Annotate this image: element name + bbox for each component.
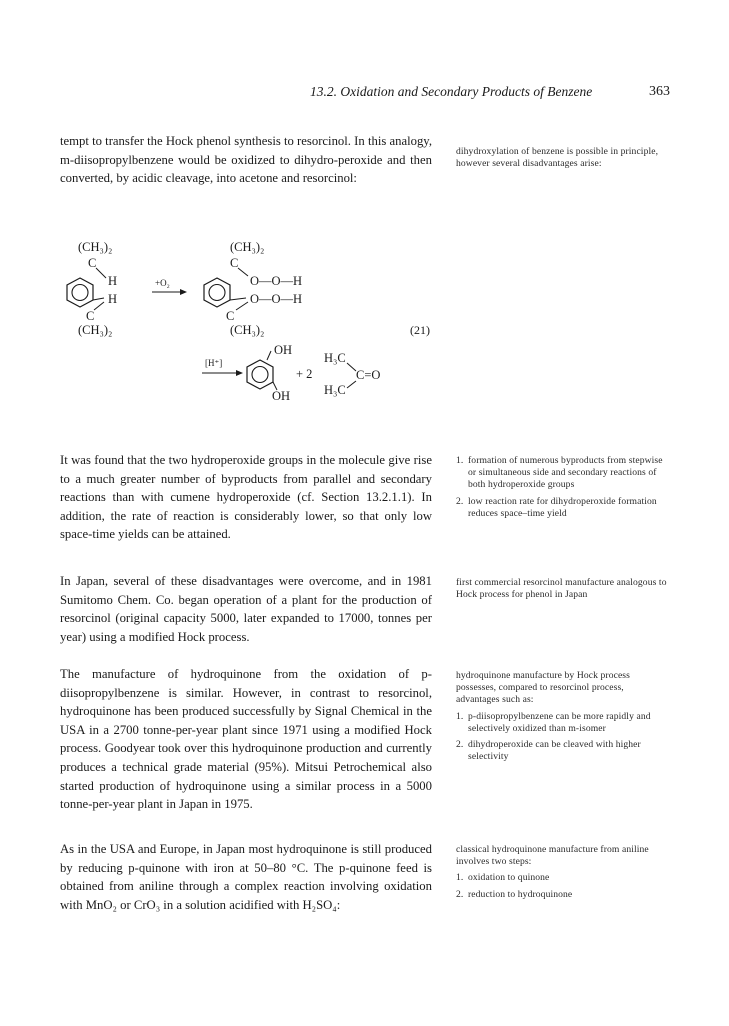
side-note-1-text: dihydroxylation of benzene is possible in principle, however several disadvantages arise: xyxy=(456,146,659,170)
side-note-4-intro: hydroquinone manufacture by Hock process possesses, compared to resorcinol process, advantages such as: xyxy=(456,670,630,706)
reaction-scheme-21 xyxy=(60,238,470,416)
paragraph-2: It was found that the two hydroperoxide groups in the molecule give rise to a much greater number of byproducts from parallel and secondary reactions than with cumene hydroperoxide (cf. Section 13.2.1.1). In addition, the rate of reaction is considerably lower, so that only low space-time yields can be attained. xyxy=(60,453,432,542)
running-title: 13.2. Oxidation and Secondary Products of Benzene xyxy=(310,84,593,99)
side-note-3-text: first commercial resorcinol manufacture analogous to Hock process for phenol in Japan xyxy=(456,577,667,601)
scheme-label-c-left: C xyxy=(88,256,97,270)
side-note-5-list xyxy=(456,872,668,900)
scheme-label-ch3-bottom-left: (CH₃)₂ xyxy=(78,323,113,337)
scheme-label-plus-two: + 2 xyxy=(296,367,313,381)
paragraph-3: In Japan, several of these disadvantages were overcome, and in 1981 Sumitomo Chem. Co. began operation of a plant for the production of resorcinol (original capacity 5000, later expanded to 17000, tonnes per year) using a modified Hock process. xyxy=(60,574,432,644)
list-item: 2. reduction to hydroquinone xyxy=(456,888,573,900)
scheme-label-c-mid: C xyxy=(230,256,239,270)
scheme-label-h-1: H xyxy=(108,274,118,288)
scheme-label-catalyst: [H⁺] xyxy=(205,358,223,368)
dihydroperoxide-structure xyxy=(204,240,302,337)
page-number: 363 xyxy=(649,84,670,99)
side-note-5 xyxy=(456,844,668,905)
scheme-label-oh-top: OH xyxy=(274,343,293,357)
scheme-label-c-mid-2: C xyxy=(226,309,235,323)
oxidation-arrow xyxy=(152,278,187,295)
side-note-1 xyxy=(456,146,668,170)
scheme-label-ch3-top-mid: (CH₃)₂ xyxy=(230,240,265,254)
side-note-4-list xyxy=(456,711,668,764)
side-note-2-list xyxy=(456,455,668,520)
paragraph-5: As in the USA and Europe, in Japan most hydroquinone is still produced by reducing p-quinone with iron at 50–80 °C. The p-quinone feed is obtained from aniline through a complex reaction involving oxidation with MnO₂ or CrO₃ in a solution acidified with H₂SO₄: xyxy=(60,842,432,912)
list-item: 1. formation of numerous byproducts from stepwise or simultaneous side and secondary reactions of both hydroperoxide groups xyxy=(456,455,663,491)
side-note-2 xyxy=(456,451,668,524)
acid-cleavage-arrow xyxy=(202,358,243,376)
scheme-label-h3c-top: H₃C xyxy=(324,351,346,365)
list-item: 2. low reaction rate for dihydroperoxide formation reduces space–time yield xyxy=(456,495,657,519)
side-note-4 xyxy=(456,670,668,767)
scheme-label-ooh-1: O—O—H xyxy=(250,274,303,288)
running-header xyxy=(290,84,670,104)
scheme-label-c-left-2: C xyxy=(86,309,95,323)
paragraph-1: tempt to transfer the Hock phenol synthesis to resorcinol. In this analogy, m-diisopropylbenzene would be oxidized to dihydro-peroxide and then converted, by acidic cleavage, into acetone and resorcinol: xyxy=(60,134,432,186)
equation-number: (21) xyxy=(410,323,430,337)
scheme-label-c-eq-o: C=O xyxy=(356,368,381,382)
benzene-ring-1 xyxy=(67,278,93,307)
scheme-label-h3c-bottom: H₃C xyxy=(324,383,346,397)
scheme-label-o2: +O₂ xyxy=(155,278,170,288)
scheme-label-ch3-bottom-mid: (CH₃)₂ xyxy=(230,323,265,337)
benzene-ring-2 xyxy=(204,278,230,307)
acetone-structure xyxy=(324,351,380,397)
list-item: 2. dihydroperoxide can be cleaved with higher selectivity xyxy=(456,739,641,763)
benzene-ring-3 xyxy=(247,360,273,389)
paragraph-4: The manufacture of hydroquinone from the oxidation of p-diisopropylbenzene is similar. However, in contrast to resorcinol, hydroquinone has been produced successfully by Signal Chemical in the USA in a 2700 tonne-per-year plant since 1971 using a modified Hock process. Goodyear took over this hydroquinone production and currently produces a technical grade material (95%). Mitsui Petrochemical also started production of hydroquinone using a similar process in a 5000 tonne-per-year plant in Japan in 1975. xyxy=(60,667,432,812)
scheme-label-oh-bottom: OH xyxy=(272,389,291,403)
list-item: 1. oxidation to quinone xyxy=(456,872,550,884)
scheme-label-ooh-2: O—O—H xyxy=(250,292,303,306)
m-diisopropylbenzene-structure xyxy=(67,240,117,337)
scheme-label-h-2: H xyxy=(108,292,118,306)
side-note-3 xyxy=(456,577,668,601)
scheme-label-ch3-top-left: (CH₃)₂ xyxy=(78,240,113,254)
list-item: 1. p-diisopropylbenzene can be more rapidly and selectively oxidized than m-isomer xyxy=(456,710,651,734)
side-note-5-intro: classical hydroquinone manufacture from aniline involves two steps: xyxy=(456,844,649,868)
resorcinol-structure xyxy=(247,343,292,403)
